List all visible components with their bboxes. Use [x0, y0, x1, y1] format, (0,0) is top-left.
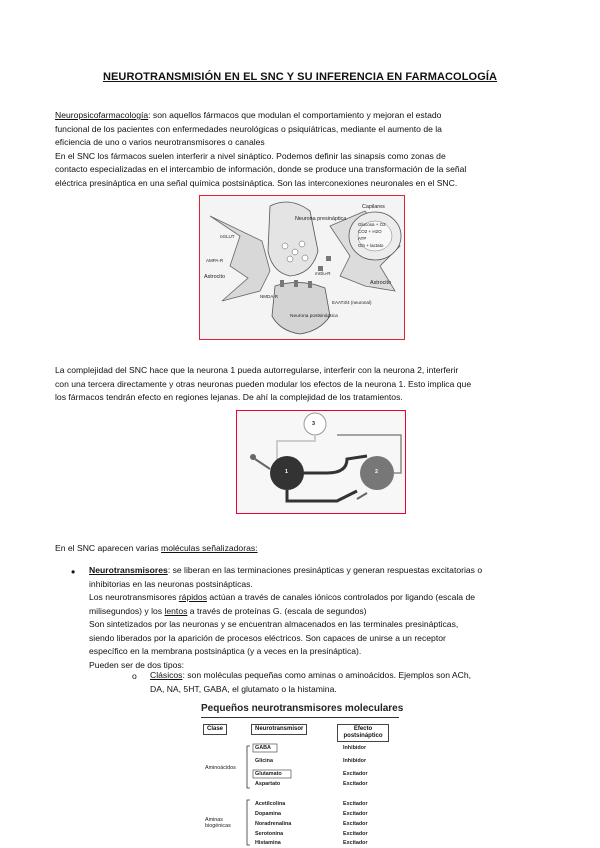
- synapse-figure: [199, 195, 405, 340]
- sub-line-1: : son moléculas pequeñas como aminas o aminoácidos. Ejemplos son ACh,: [182, 670, 472, 680]
- label-nmda: NMDA-R: [260, 294, 278, 299]
- row-nt-histamina: Histamina: [255, 840, 281, 846]
- row-ef-dopamina: Excitador: [343, 811, 368, 817]
- label-capillary: Capilares: [362, 204, 385, 210]
- classic-subbullet: [150, 669, 530, 696]
- row-nt-dopamina: Dopamina: [255, 811, 282, 817]
- neuron-2-label: 2: [375, 469, 378, 475]
- row-ef-glicina: Inhibidor: [343, 758, 367, 764]
- para2-line-1: La complejidad del SNC hace que la neurona 1 pueda autorregularse, interferir con la neurona 2, interferir: [55, 365, 459, 375]
- intro-line-4: En el SNC los fármacos suelen interferir a nivel sináptico. Podemos definir las sinapsis como zonas de: [55, 150, 446, 161]
- para2-line-3: los fármacos tendrán efecto en regiones lejanas. De ahí la complejidad de los tratamientos.: [55, 392, 403, 402]
- row-ef-gaba: Inhibidor: [343, 745, 367, 751]
- para3-underlined: moléculas señalizadoras:: [161, 543, 258, 553]
- row-nt-noradrenalina: Noradrenalina: [255, 821, 292, 827]
- neuron-circuit-illustration: [237, 411, 405, 513]
- neuron-circuit-figure: [236, 410, 406, 514]
- row-nt-aspartato: Aspartato: [255, 781, 281, 787]
- term-neuropsicofarmacologia: Neuropsicofarmacología: [55, 110, 149, 120]
- row-ef-serotonina: Excitador: [343, 831, 368, 837]
- bullet-symbol: •: [71, 565, 76, 579]
- row-nt-gaba: GABA: [255, 745, 271, 751]
- sub-bullet-symbol: o: [132, 671, 137, 681]
- signaling-molecules-intro: [55, 542, 548, 556]
- term-rapidos: rápidos: [178, 592, 207, 602]
- label-nglut: nGLUT: [220, 234, 235, 239]
- header-efecto: Efecto postsináptico: [337, 724, 389, 742]
- page-title: NEUROTRANSMISIÓN EN EL SNC Y SU INFERENCIA EN FARMACOLOGÍA: [102, 71, 498, 83]
- row-ef-aspartato: Excitador: [343, 781, 368, 787]
- intro-line-3: eficiencia de uno o varios neurotransmisores o canales: [55, 137, 265, 147]
- bullet-line-5: Son sintetizados por las neuronas y se encuentran almacenados en las terminales presinápticas,: [89, 619, 459, 629]
- bullet-line-2: inhibitorias en las neuronas postsinápticas.: [89, 578, 253, 589]
- neuron-3-label: 3: [312, 421, 315, 427]
- class-aminas: Aminas biogénicas: [205, 817, 231, 829]
- para2-line-2: con una tercera directamente y otras neuronas pueden modular los efectos de la neurona 1. Esto implica que: [55, 378, 472, 389]
- label-gln: Gln + lactato: [358, 243, 384, 248]
- term-clasicos: Clásicos: [150, 670, 183, 680]
- bullet-line-3a: Los neurotransmisores: [89, 592, 179, 602]
- row-nt-serotonina: Serotonina: [255, 831, 284, 837]
- label-pre: Neurona presináptica: [295, 216, 347, 222]
- bullet-line-1: : se liberan en las terminaciones presinápticas y generan respuestas excitatorias o: [167, 565, 483, 575]
- intro-line-5: contacto especializadas en el intercambio de información, donde se produce una transformación de la señal: [55, 164, 467, 174]
- para3-text: En el SNC aparecen varias: [55, 543, 162, 553]
- label-mglu: mGlu-R: [315, 271, 331, 276]
- row-ef-noradrenalina: Excitador: [343, 821, 368, 827]
- row-ef-histamina: Excitador: [343, 840, 368, 846]
- label-astro-right: Astrocito: [370, 280, 391, 286]
- bullet-line-3c: actúan a través de canales iónicos controlados por ligando (escala de: [207, 592, 476, 602]
- class-aminoacidos: Aminoácidos: [205, 765, 236, 771]
- bullet-line-8: Pueden ser de dos tipos:: [89, 659, 185, 670]
- row-nt-glutamato: Glutamato: [255, 771, 282, 777]
- label-eaat: EAAT3/4 (neuronal): [332, 300, 372, 305]
- neurotransmitters-bullet: [89, 564, 548, 672]
- table-brackets: [195, 699, 407, 848]
- row-nt-glicina: Glicina: [255, 758, 273, 764]
- bullet-line-6: siendo liberados por la aparición de procesos eléctricos. Son capaces de unirse a un receptor: [89, 632, 446, 643]
- label-ampa: AMPA-R: [206, 258, 224, 263]
- neuron-1-label: 1: [285, 469, 288, 475]
- row-ef-acetilcolina: Excitador: [343, 801, 368, 807]
- intro-line-1: : son aquellos fármacos que modulan el comportamiento y mejoran el estado: [148, 110, 442, 120]
- intro-line-2: funcional de los pacientes con enfermedades neurológicas o psiquiátricas, mediante el aumento de la: [55, 123, 442, 134]
- sub-line-2: DA, NA, 5HT, GABA, el glutamato o la histamina.: [150, 683, 337, 694]
- table-title: Pequeños neurotransmisores moleculares: [201, 703, 404, 714]
- row-nt-acetilcolina: Acetilcolina: [255, 801, 286, 807]
- intro-paragraph: [55, 109, 548, 190]
- label-co2: CO2 + H2O: [358, 229, 382, 234]
- term-lentos: lentos: [164, 605, 188, 616]
- bullet-line-4a: milisegundos) y los: [89, 605, 165, 616]
- bullet-line-7: específico en la membrana postsináptica (y a veces en la presináptica).: [89, 646, 362, 656]
- row-ef-glutamato: Excitador: [343, 771, 368, 777]
- label-glucose: Glucosa + O2: [358, 222, 386, 227]
- term-neurotransmisores: Neurotransmisores: [89, 565, 168, 575]
- intro-line-6: eléctrica presináptica en una señal química postsináptica. Son las interconexiones neuronales en el SNC.: [55, 177, 458, 188]
- bullet-line-4c: a través de proteínas G. (escala de segundos): [187, 605, 367, 616]
- complexity-paragraph: [55, 364, 548, 405]
- header-clase: Clase: [203, 724, 227, 735]
- label-post: Neurona postsináptica: [290, 314, 338, 319]
- header-neurotransmisor: Neurotransmisor: [251, 724, 307, 735]
- label-astro-left: Astrocito: [204, 274, 225, 280]
- neurotransmitter-table-figure: [195, 699, 407, 848]
- label-atp: ATP: [358, 236, 367, 241]
